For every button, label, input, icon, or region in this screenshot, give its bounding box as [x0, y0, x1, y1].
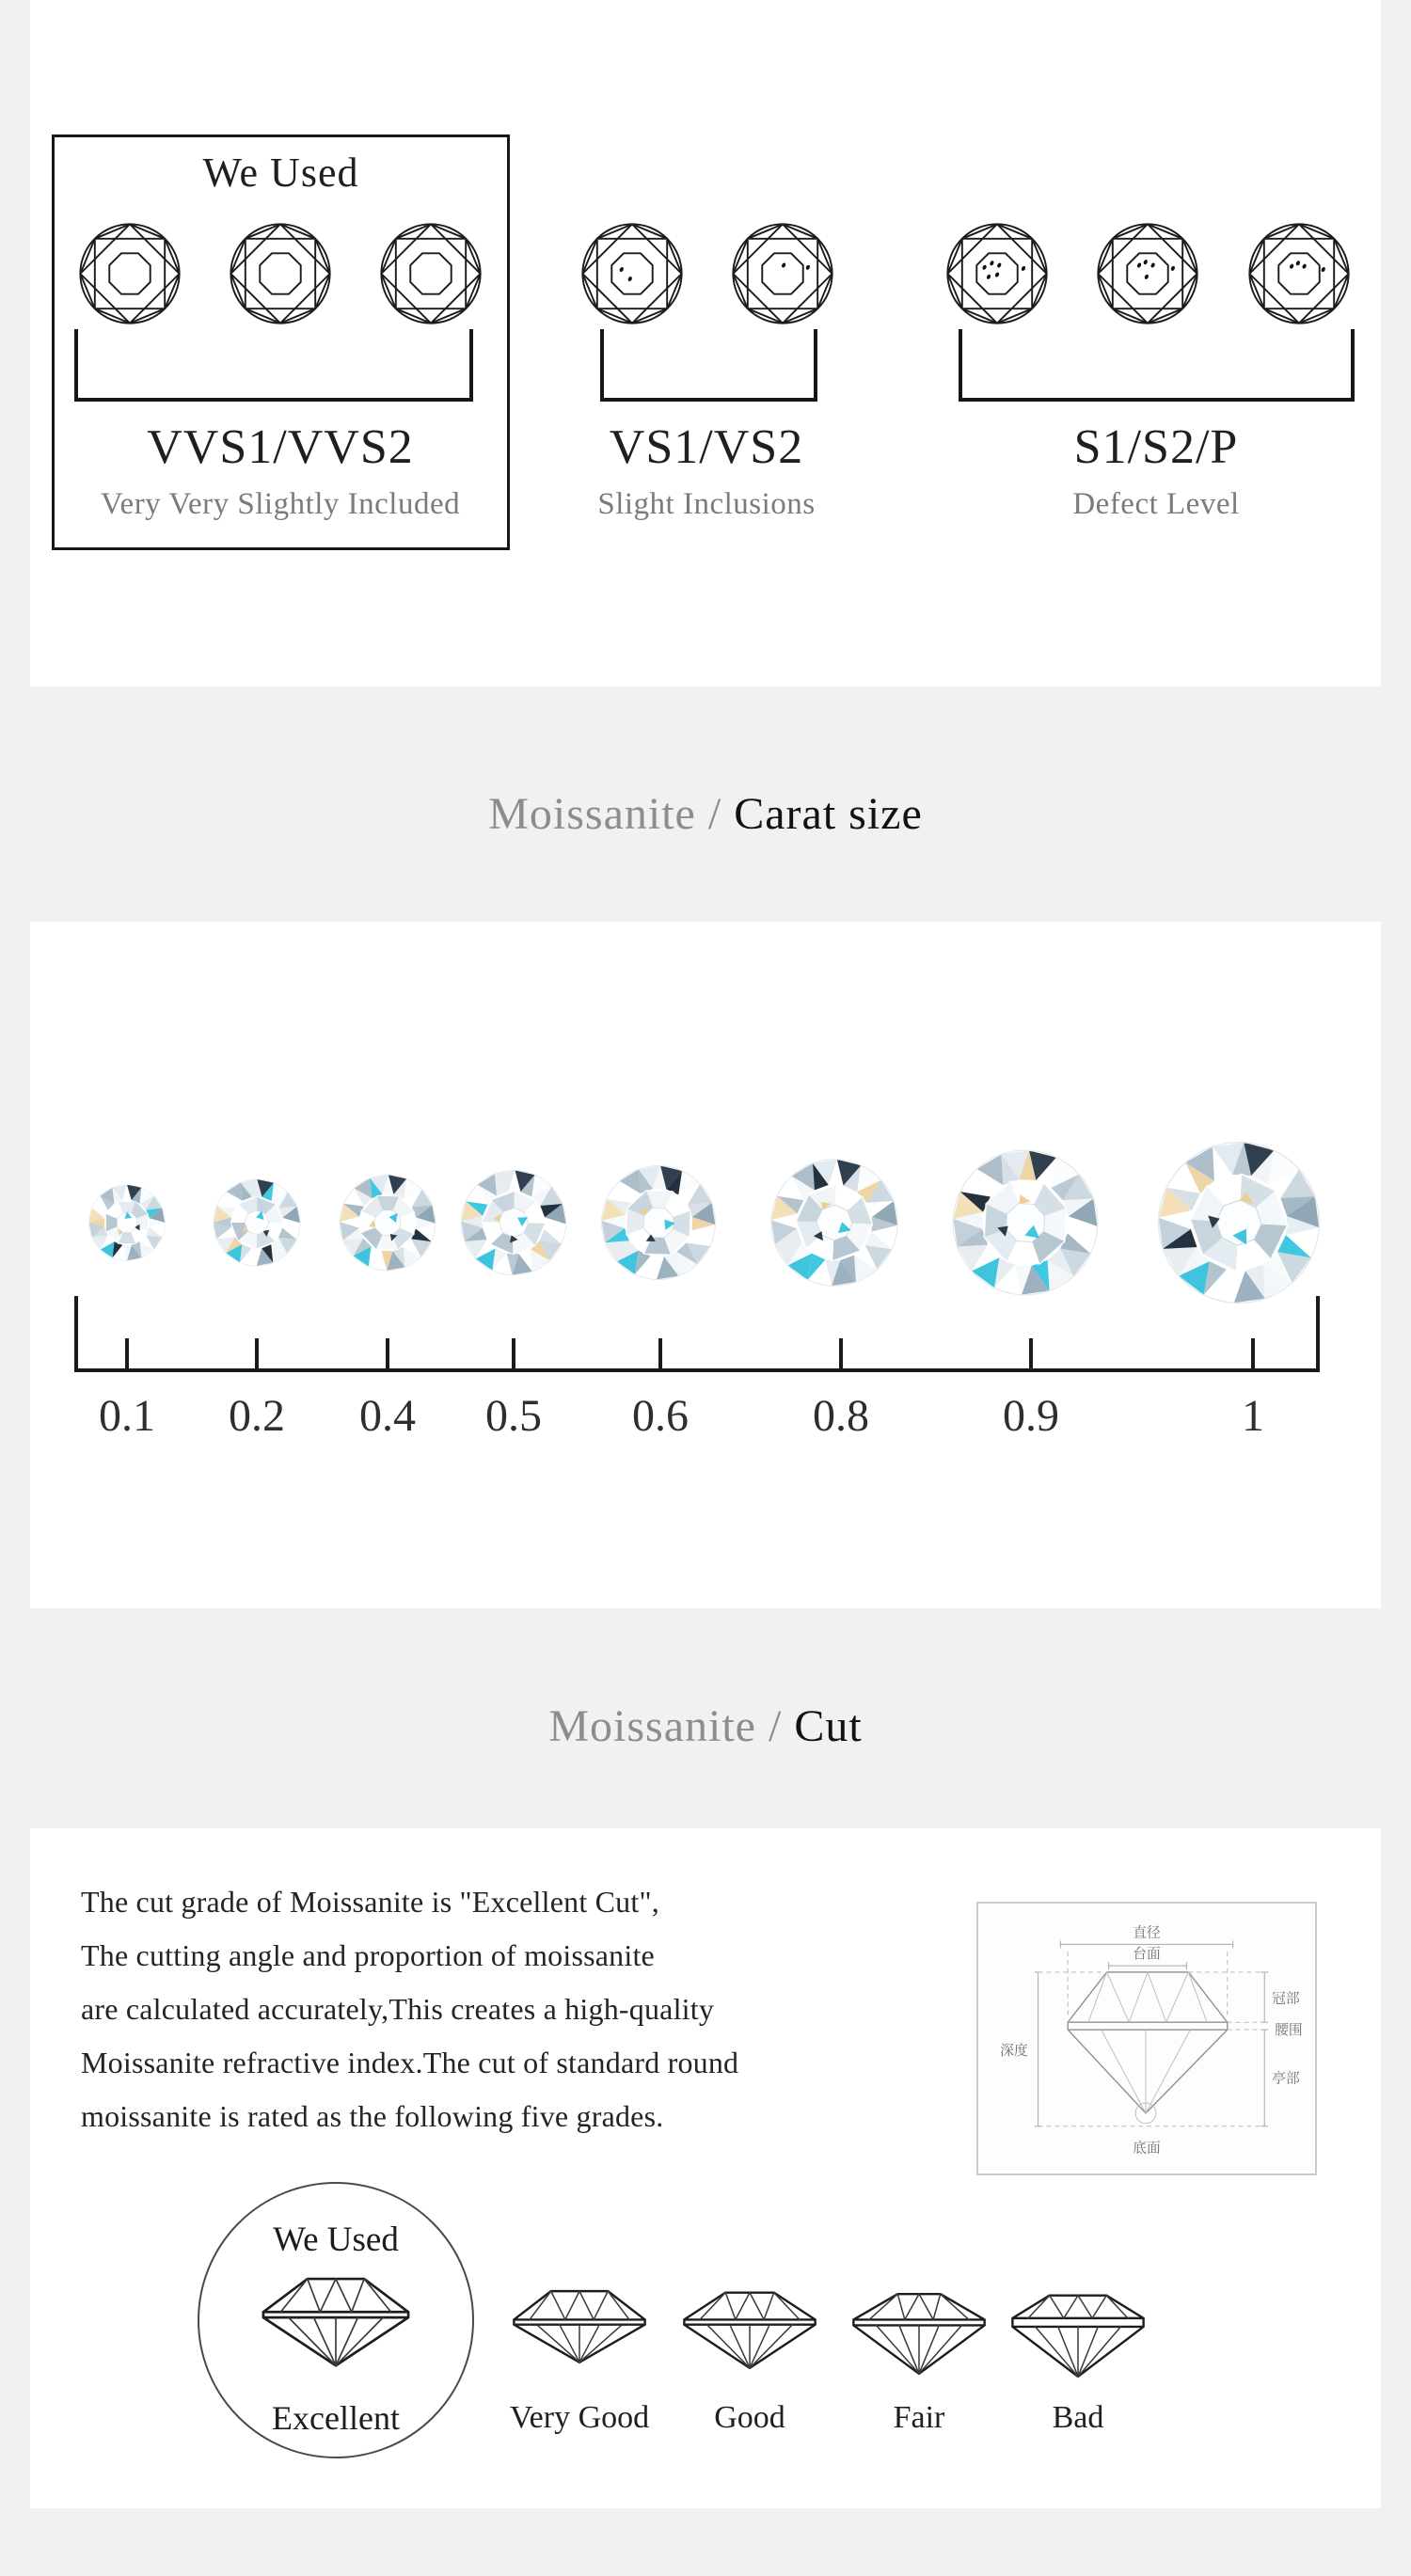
ruler-end-tick: [74, 1296, 78, 1368]
section-carat-size: [30, 922, 1381, 1608]
we-used-label: We Used: [202, 150, 359, 196]
clarity-grade: VVS1/VVS2: [147, 420, 414, 474]
cut-description: [81, 1875, 738, 2143]
diamond-sideview-icon: [839, 2277, 999, 2382]
ruler-tick: [255, 1338, 259, 1368]
cut-grade-label: Very Good: [509, 2400, 650, 2435]
title-main: Cut: [794, 1701, 863, 1751]
diamond-topview-icon: [77, 221, 182, 326]
cut-proportion-diagram: [976, 1902, 1317, 2175]
diamond-topview-icon: [1246, 221, 1352, 326]
diagram-label: 直径: [1133, 1925, 1161, 1941]
diagram-label: 台面: [1133, 1947, 1161, 1963]
carat-size-label: 0.5: [485, 1391, 542, 1441]
gem-photo-icon: [769, 1157, 900, 1288]
gem-photo-icon: [338, 1173, 437, 1272]
group-bracket: [74, 329, 473, 402]
cut-proportion-sketch-icon: [978, 1904, 1315, 2173]
ruler-tick: [658, 1338, 662, 1368]
ruler-tick: [1251, 1338, 1255, 1368]
diamond-topview-icon: [944, 221, 1050, 326]
carat-size-label: 1: [1242, 1391, 1264, 1441]
cut-grade-label: Good: [714, 2400, 785, 2435]
ruler-tick: [839, 1338, 843, 1368]
cut-grade-label: Fair: [893, 2400, 945, 2435]
gem-photo-icon: [459, 1168, 568, 1277]
gem-photo-icon: [599, 1163, 718, 1282]
diamond-topview-icon: [1095, 221, 1200, 326]
cut-description-line: are calculated accurately,This creates a high-quality: [81, 1992, 715, 2026]
group-bracket: [959, 329, 1355, 402]
cut-description-line: Moissanite refractive index.The cut of standard round: [81, 2046, 739, 2079]
diagram-label: 腰围: [1275, 2023, 1303, 2039]
title-prefix: Moissanite /: [548, 1701, 783, 1751]
clarity-grade-desc: Very Very Slightly Included: [100, 487, 461, 521]
clarity-grade-desc: Defect Level: [1072, 487, 1240, 521]
title-prefix: Moissanite /: [488, 789, 722, 839]
ruler-baseline: [74, 1368, 1320, 1372]
gem-photo-icon: [950, 1147, 1101, 1298]
we-used-cut-circle: [198, 2182, 474, 2458]
section-clarity: [30, 0, 1381, 687]
diagram-label: 亭部: [1272, 2071, 1300, 2087]
carat-size-label: 0.4: [359, 1391, 416, 1441]
cut-grade-label: Bad: [1052, 2400, 1104, 2435]
diamond-sideview-icon: [670, 2277, 830, 2382]
we-used-label: We Used: [273, 2220, 399, 2259]
carat-size-label: 0.1: [99, 1391, 155, 1441]
ruler-tick: [125, 1338, 129, 1368]
clarity-grade-desc: Slight Inclusions: [597, 487, 816, 521]
diamond-sideview-icon: [998, 2277, 1158, 2382]
carat-size-label: 0.9: [1003, 1391, 1059, 1441]
clarity-grade: VS1/VS2: [609, 420, 804, 474]
carat-size-label: 0.6: [632, 1391, 689, 1441]
cut-grade-label: Excellent: [272, 2399, 400, 2437]
cut-description-line: The cutting angle and proportion of moissanite: [81, 1938, 655, 1972]
title-main: Carat size: [734, 789, 923, 839]
section-cut: [30, 1828, 1381, 2508]
diamond-sideview-icon: [499, 2277, 659, 2382]
cut-description-line: moissanite is rated as the following five grades.: [81, 2099, 664, 2133]
ruler-tick: [386, 1338, 389, 1368]
clarity-grade: S1/S2/P: [1073, 420, 1239, 474]
ruler-tick: [512, 1338, 515, 1368]
ruler-end-tick: [1316, 1296, 1320, 1368]
cut-section-title: [0, 1700, 1411, 1752]
carat-section-title: [0, 788, 1411, 840]
diamond-topview-icon: [730, 221, 835, 326]
carat-size-label: 0.2: [229, 1391, 285, 1441]
carat-size-label: 0.8: [813, 1391, 869, 1441]
ruler-tick: [1029, 1338, 1033, 1368]
diamond-sideview-icon: [251, 2265, 420, 2381]
diagram-label: 底面: [1133, 2141, 1161, 2157]
group-bracket: [600, 329, 817, 402]
diagram-label: 冠部: [1272, 1991, 1300, 2007]
gem-photo-icon: [1155, 1139, 1323, 1306]
diamond-topview-icon: [579, 221, 685, 326]
gem-photo-icon: [212, 1177, 302, 1268]
gem-photo-icon: [87, 1183, 166, 1262]
cut-description-line: The cut grade of Moissanite is "Excellent Cut",: [81, 1885, 659, 1919]
diamond-topview-icon: [378, 221, 484, 326]
diamond-topview-icon: [228, 221, 333, 326]
diagram-label: 深度: [1000, 2043, 1028, 2059]
